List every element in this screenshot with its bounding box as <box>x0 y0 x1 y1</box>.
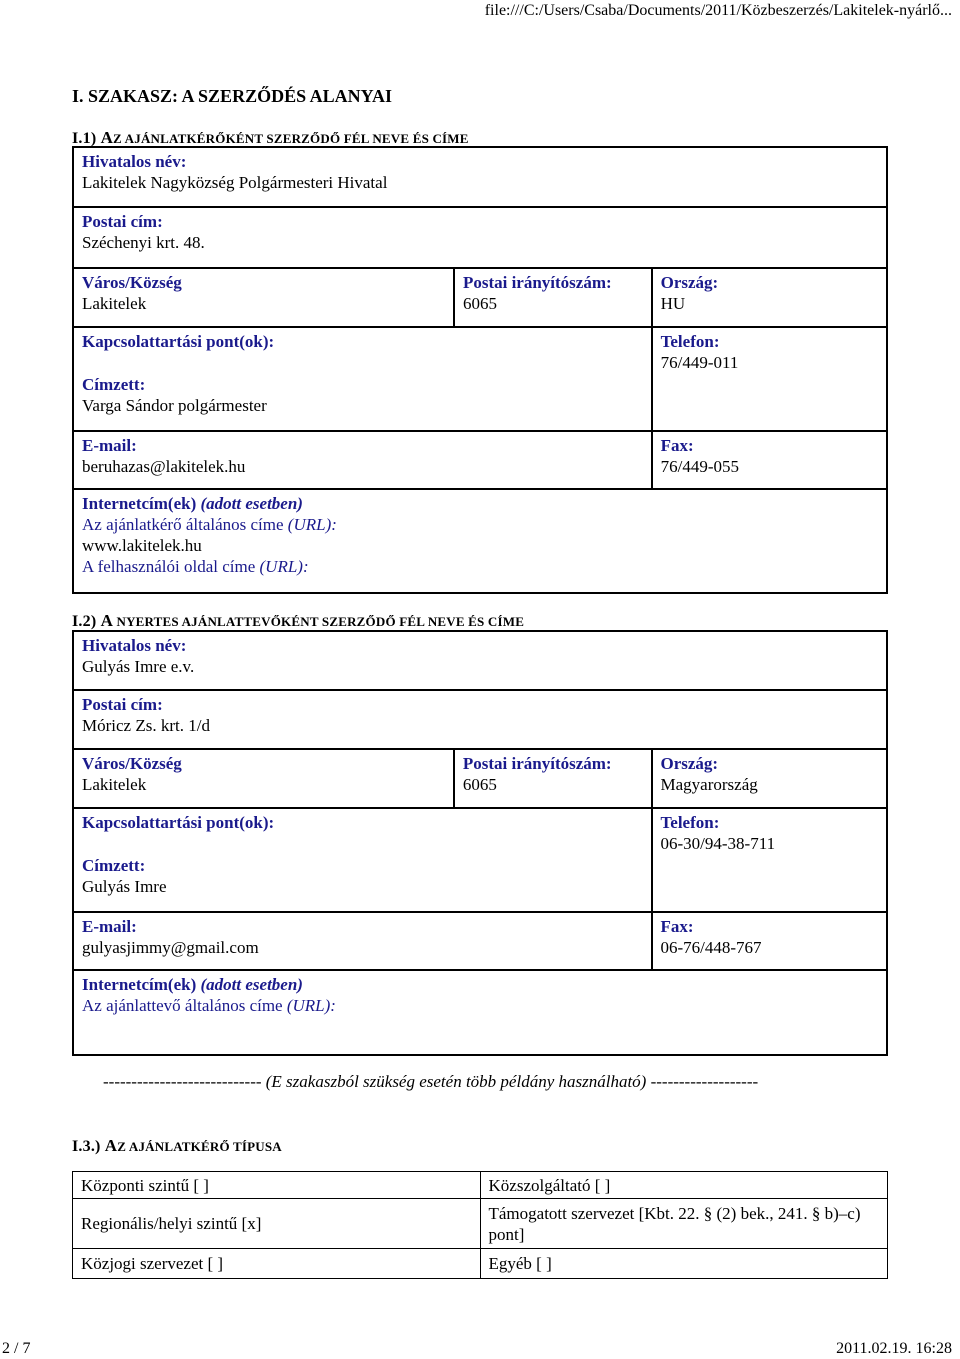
party1-city-label: Város/Község <box>82 273 182 292</box>
party2-fax-cell <box>652 912 888 970</box>
party1-official-name-cell <box>73 147 887 207</box>
party2-country: Magyarország <box>660 775 758 794</box>
party1-profile-url-label: A felhasználói oldal címe <box>82 557 256 576</box>
party1-internet-label-note: (adott esetben) <box>200 494 303 513</box>
party2-general-url-tag: (URL): <box>286 996 336 1015</box>
party1-postal-cell <box>73 207 887 268</box>
party2-contact-label: Kapcsolattartási pont(ok): <box>82 813 275 832</box>
party1-email-cell <box>73 431 652 489</box>
party1-postal: Széchenyi krt. 48. <box>82 233 205 252</box>
type-option-supported-org: Támogatott szervezet [Kbt. 22. § (2) bek., 241. § b)–c) pont] <box>480 1199 888 1249</box>
party1-box <box>72 146 888 594</box>
party2-postal-cell <box>73 690 887 749</box>
party1-zip: 6065 <box>462 294 497 313</box>
party1-phone-cell <box>652 327 887 431</box>
type-heading-rest: Z AJÁNLATKÉRŐ TÍPUSA <box>117 1139 282 1154</box>
party2-heading-num: I.2) <box>72 613 101 630</box>
party2-country-cell <box>652 749 888 808</box>
type-heading <box>72 1135 282 1157</box>
party1-phone: 76/449-011 <box>660 353 739 372</box>
print-datetime: 2011.02.19. 16:28 <box>836 1340 952 1357</box>
party2-internet-label-note: (adott esetben) <box>200 975 303 994</box>
party1-country: HU <box>660 294 686 313</box>
party1-country-cell <box>652 268 887 327</box>
party2-postal: Móricz Zs. krt. 1/d <box>82 716 210 735</box>
party2-city-cell <box>73 749 454 808</box>
party1-internet-cell <box>73 489 887 593</box>
repeat-note-left-dashes: ---------------------------- <box>103 1072 262 1091</box>
party1-zip-label: Postai irányítószám: <box>462 273 612 292</box>
party2-city: Lakitelek <box>82 775 147 794</box>
party1-city-cell <box>73 268 454 327</box>
party1-profile-url-tag: (URL): <box>259 557 309 576</box>
type-option-other: Egyéb [ ] <box>480 1249 888 1279</box>
repeat-note <box>103 1071 758 1092</box>
party1-recipient-label: Címzett: <box>82 375 146 394</box>
party2-general-url-label: Az ajánlattevő általános címe <box>82 996 283 1015</box>
type-option-regional: Regionális/helyi szintű [x] <box>73 1199 481 1249</box>
party1-internet-label: Internetcím(ek) <box>82 494 197 513</box>
party2-heading-rest: NYERTES AJÁNLATTEVŐKÉNT SZERZŐDŐ FÉL NEVE ÉS CÍME <box>113 614 525 629</box>
party1-heading-first: A <box>100 128 114 147</box>
party2-postal-label: Postai cím: <box>82 695 163 714</box>
type-option-central: Központi szintű [ ] <box>73 1172 481 1199</box>
party1-city: Lakitelek <box>82 294 147 313</box>
type-heading-num: I.3.) <box>72 1138 105 1155</box>
party2-contact-cell <box>73 808 652 912</box>
party1-email: beruhazas@lakitelek.hu <box>82 457 246 476</box>
party2-zip: 6065 <box>462 775 497 794</box>
party1-general-url-label: Az ajánlatkérő általános címe <box>82 515 284 534</box>
party1-zip-cell <box>454 268 652 327</box>
party2-recipient: Gulyás Imre <box>82 877 167 896</box>
party1-official-name: Lakitelek Nagyközség Polgármesteri Hivatal <box>82 173 388 192</box>
party1-heading-num: I.1) <box>72 130 101 147</box>
party2-fax: 06-76/448-767 <box>660 938 762 957</box>
party2-email-label: E-mail: <box>82 917 137 936</box>
party1-fax-cell <box>652 431 887 489</box>
file-path-header: file:///C:/Users/Csaba/Documents/2011/Közbeszerzés/Lakitelek-nyárlő... <box>484 2 952 19</box>
party1-heading-rest: Z AJÁNLATKÉRŐKÉNT SZERZŐDŐ FÉL NEVE ÉS CÍME <box>113 131 469 146</box>
party2-box <box>72 630 888 1056</box>
party2-zip-label: Postai irányítószám: <box>462 754 612 773</box>
party2-phone: 06-30/94-38-711 <box>660 834 776 853</box>
party2-phone-label: Telefon: <box>660 813 720 832</box>
party2-fax-label: Fax: <box>660 917 694 936</box>
party1-contact-label: Kapcsolattartási pont(ok): <box>82 332 275 351</box>
party2-email: gulyasjimmy@gmail.com <box>82 938 259 957</box>
party2-official-name-cell <box>73 631 887 690</box>
party2-official-name: Gulyás Imre e.v. <box>82 657 195 676</box>
type-heading-first: A <box>104 1136 118 1155</box>
party2-heading-first: A <box>100 611 114 630</box>
party1-general-url-tag: (URL): <box>287 515 337 534</box>
page-counter: 2 / 7 <box>2 1340 31 1357</box>
party1-email-label: E-mail: <box>82 436 137 455</box>
party1-fax-label: Fax: <box>660 436 694 455</box>
party1-country-label: Ország: <box>660 273 719 292</box>
authority-type-table <box>72 1171 888 1279</box>
party1-postal-label: Postai cím: <box>82 212 163 231</box>
party2-official-name-label: Hivatalos név: <box>82 636 187 655</box>
party2-internet-label: Internetcím(ek) <box>82 975 197 994</box>
party1-official-name-label: Hivatalos név: <box>82 152 187 171</box>
party2-email-cell <box>73 912 652 970</box>
type-option-public-law-body: Közjogi szervezet [ ] <box>73 1249 481 1279</box>
type-option-public-service: Közszolgáltató [ ] <box>480 1172 888 1199</box>
party2-internet-cell <box>73 970 887 1055</box>
party2-zip-cell <box>454 749 652 808</box>
party1-general-url: www.lakitelek.hu <box>82 536 202 555</box>
repeat-note-text: (E szakaszból szükség esetén több példány használható) <box>265 1072 647 1091</box>
party1-recipient: Varga Sándor polgármester <box>82 396 267 415</box>
section-title: I. SZAKASZ: A SZERZŐDÉS ALANYAI <box>72 86 392 106</box>
party1-phone-label: Telefon: <box>660 332 720 351</box>
party1-contact-cell <box>73 327 652 431</box>
repeat-note-right-dashes: ------------------- <box>650 1072 759 1091</box>
party2-heading <box>72 610 524 632</box>
party2-country-label: Ország: <box>660 754 719 773</box>
party1-fax: 76/449-055 <box>660 457 739 476</box>
party2-phone-cell <box>652 808 888 912</box>
party2-recipient-label: Címzett: <box>82 856 146 875</box>
party2-city-label: Város/Község <box>82 754 182 773</box>
